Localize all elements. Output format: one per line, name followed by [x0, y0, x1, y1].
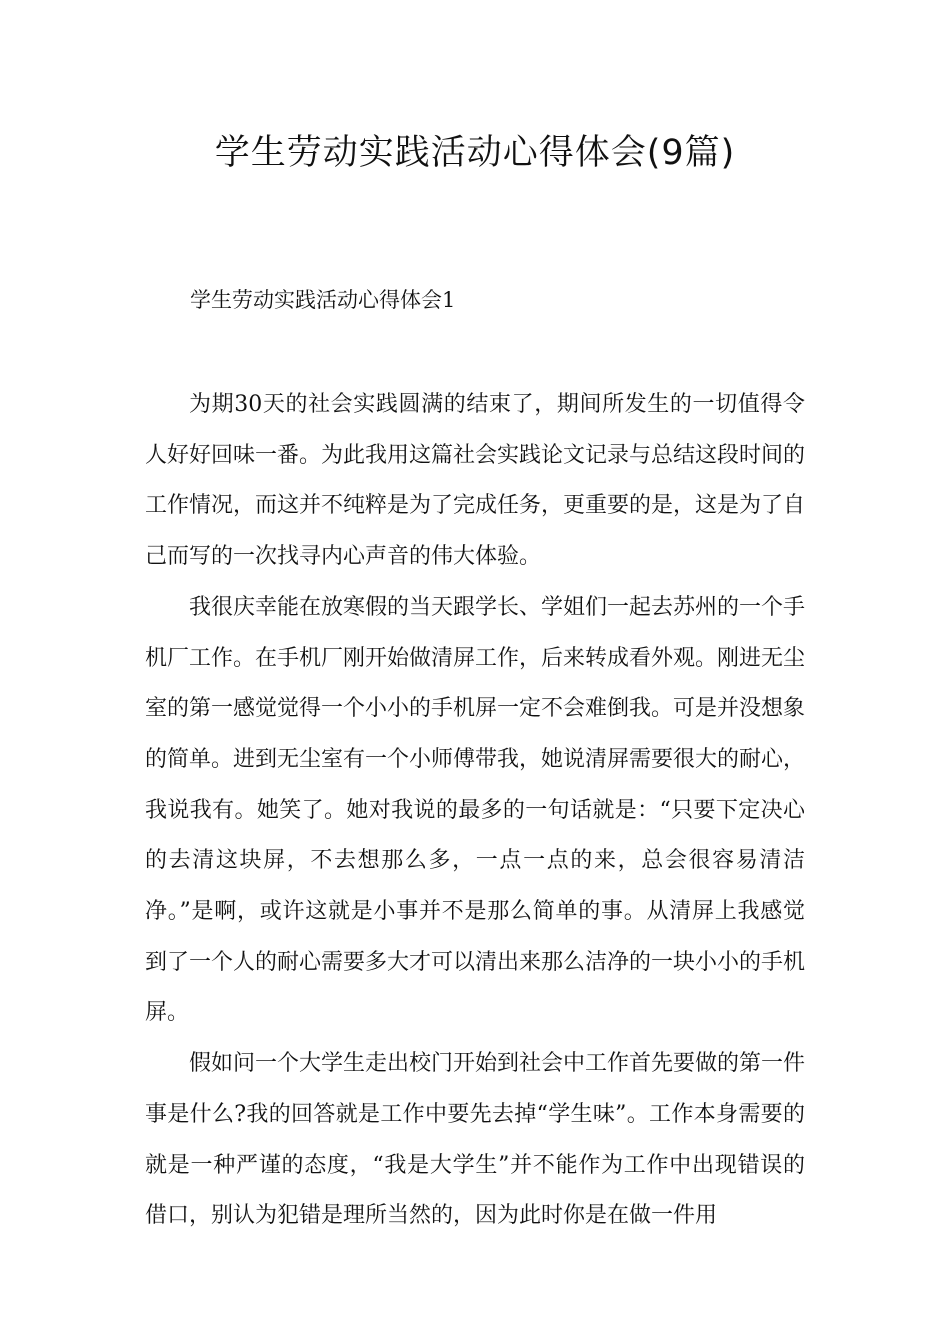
- section-heading: 学生劳动实践活动心得体会1: [190, 288, 456, 312]
- paragraph-3: 假如问一个大学生走出校门开始到社会中工作首先要做的第一件事是什么?我的回答就是工作中要先去掉“学生味”。工作本身需要的就是一种严谨的态度，“我是大学生”并不能作为工作中出现错误的借口，别认为犯错是理所当然的，因为此时你是在做一件用: [145, 1051, 806, 1229]
- document-body: [145, 380, 805, 1242]
- paragraph-2: 我很庆幸能在放寒假的当天跟学长、学姐们一起去苏州的一个手机厂工作。在手机厂刚开始做清屏工作，后来转成看外观。刚进无尘室的第一感觉觉得一个小小的手机屏一定不会难倒我。可是并没想象的简单。进到无尘室有一个小师傅带我，她说清屏需要很大的耐心，我说我有。她笑了。她对我说的最多的一句话就是：“只要下定决心的去清这块屏，不去想那么多，一点一点的来，总会很容易清洁净。”是啊，或许这就是小事并不是那么简单的事。从清屏上我感觉到了一个人的耐心需要多大才可以清出来那么洁净的一块小小的手机屏。: [145, 594, 806, 1026]
- document-title: 学生劳动实践活动心得体会(9篇): [214, 133, 736, 173]
- paragraph-1: 为期30天的社会实践圆满的结束了，期间所发生的一切值得令人好好回味一番。为此我用这篇社会实践论文记录与总结这段时间的工作情况，而这并不纯粹是为了完成任务，更重要的是，这是为了自己而写的一次找寻内心声音的伟大体验。: [145, 392, 806, 570]
